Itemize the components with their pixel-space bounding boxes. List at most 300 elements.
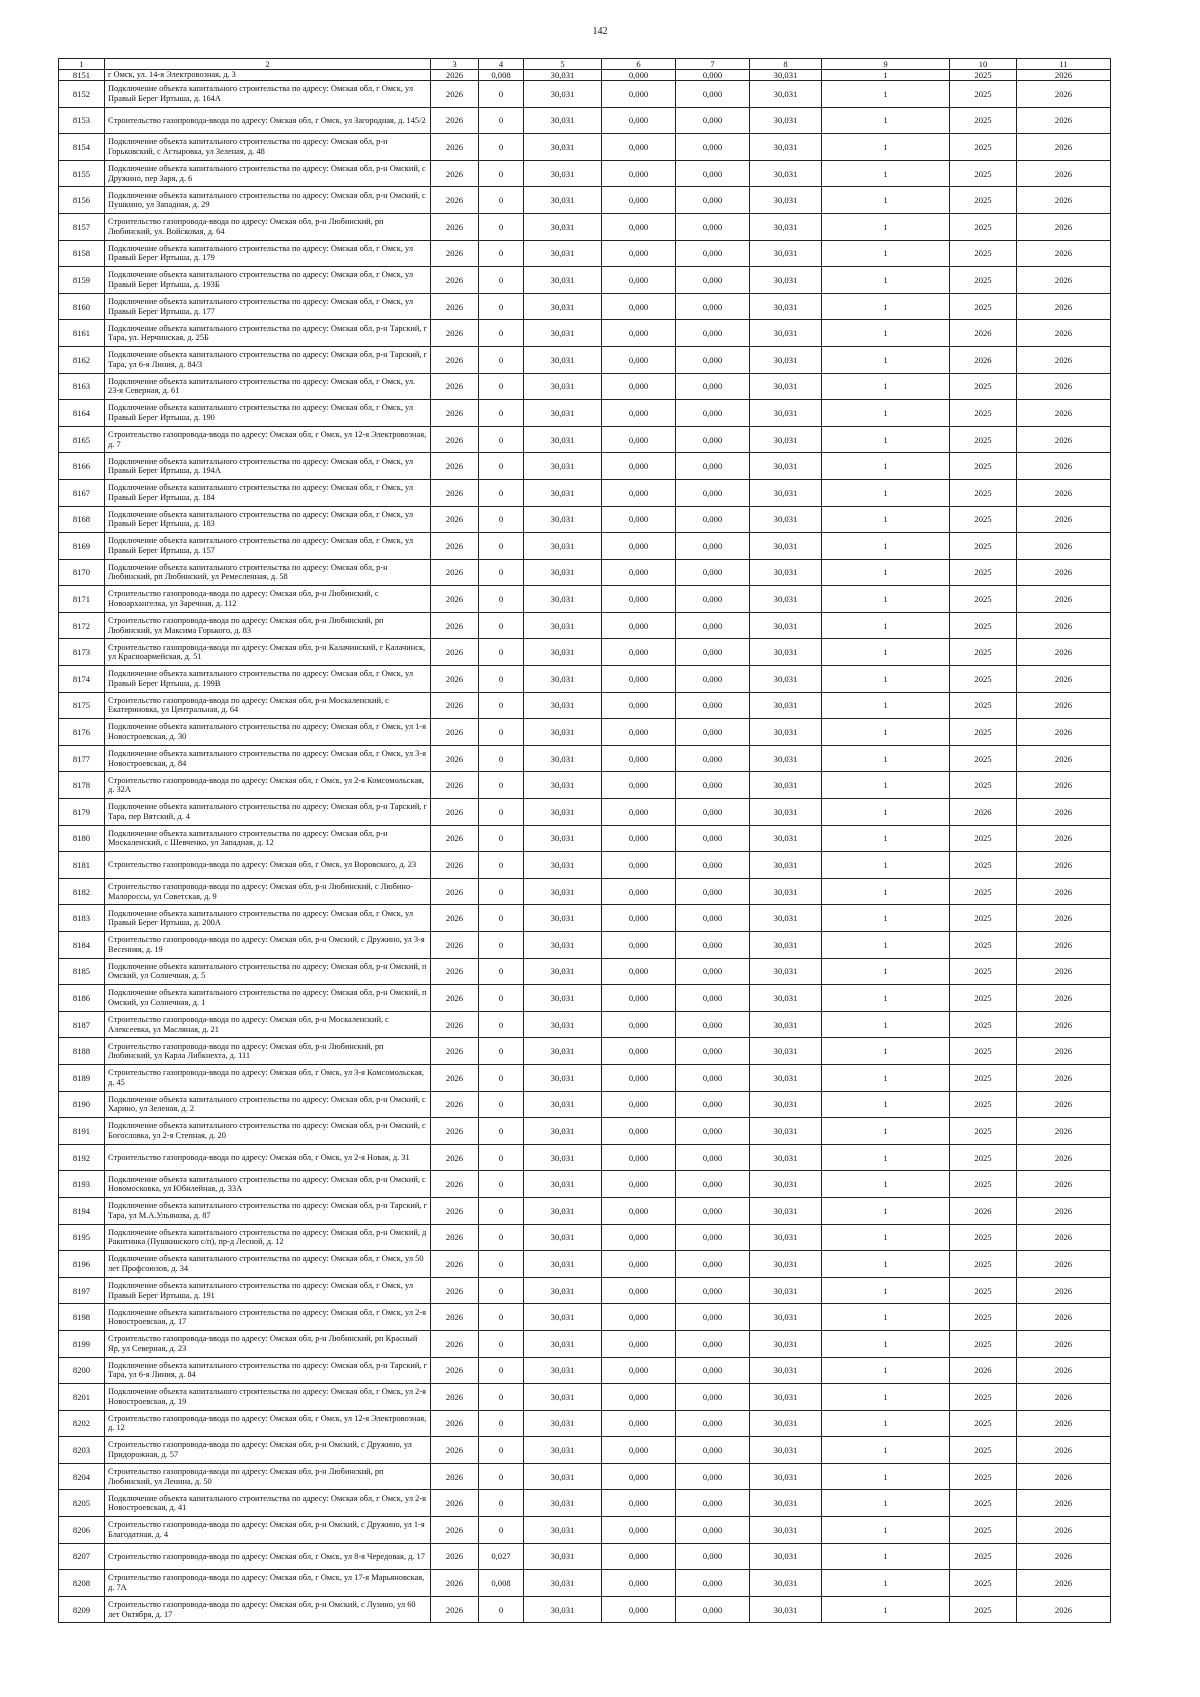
table-cell: 0,000 (676, 1437, 750, 1464)
table-cell: 0,000 (602, 932, 676, 959)
table-cell: 1 (822, 1144, 950, 1171)
table-cell: 0,000 (602, 70, 676, 81)
table-cell: 0,000 (676, 1251, 750, 1278)
table-cell: 30,031 (524, 1437, 602, 1464)
description-cell: Подключение объекта капитального строительства по адресу: Омская обл, г Омск, ул Правый Берег Иртыша, д. 179 (105, 240, 431, 267)
table-cell: 0,000 (676, 187, 750, 214)
table-cell: 2025 (950, 1038, 1017, 1065)
table-cell: 0 (479, 1410, 524, 1437)
description-cell: Строительство газопровода-ввода по адресу: Омская обл, р-н Любинский, рп Красный Яр, ул Северная, д. 23 (105, 1330, 431, 1357)
table-cell: 30,031 (524, 825, 602, 852)
table-cell: 8197 (59, 1277, 105, 1304)
table-cell: 1 (822, 772, 950, 799)
table-cell: 2025 (950, 639, 1017, 666)
table-cell: 0,000 (602, 1277, 676, 1304)
table-cell: 30,031 (524, 240, 602, 267)
table-cell: 2026 (1017, 479, 1111, 506)
table-cell: 30,031 (750, 213, 822, 240)
table-row (59, 70, 1111, 81)
table-cell: 2026 (431, 1437, 479, 1464)
table-cell: 0,000 (602, 506, 676, 533)
table-cell: 1 (822, 666, 950, 693)
description-cell: Строительство газопровода-ввода по адресу: Омская обл, г Омск, ул 12-я Электровозная, д. 12 (105, 1410, 431, 1437)
table-cell: 30,031 (524, 1171, 602, 1198)
table-cell: 0,000 (602, 1038, 676, 1065)
table-cell: 1 (822, 1570, 950, 1597)
table-cell: 0 (479, 1596, 524, 1623)
table-cell: 2025 (950, 70, 1017, 81)
table-cell: 1 (822, 586, 950, 613)
table-cell: 0 (479, 240, 524, 267)
table-cell: 30,031 (524, 267, 602, 294)
table-cell: 8176 (59, 719, 105, 746)
table-cell: 1 (822, 160, 950, 187)
table-cell: 30,031 (750, 692, 822, 719)
table-cell: 8198 (59, 1304, 105, 1331)
table-row (59, 985, 1111, 1012)
description-cell: Строительство газопровода-ввода по адресу: Омская обл, г Омск, ул Воровского, д. 23 (105, 852, 431, 879)
table-cell: 2026 (431, 1543, 479, 1570)
table-cell: 1 (822, 533, 950, 560)
table-cell: 0 (479, 666, 524, 693)
table-cell: 2026 (431, 134, 479, 161)
table-cell: 30,031 (524, 1517, 602, 1544)
table-cell: 0 (479, 745, 524, 772)
table-cell: 8180 (59, 825, 105, 852)
table-cell: 0,000 (676, 1277, 750, 1304)
description-cell: Подключение объекта капитального строительства по адресу: Омская обл, р-н Омский, п Омский, ул Солнечная, д. 1 (105, 985, 431, 1012)
table-cell: 2026 (1017, 1437, 1111, 1464)
table-cell: 1 (822, 453, 950, 480)
table-cell: 30,031 (750, 453, 822, 480)
table-cell: 30,031 (524, 639, 602, 666)
table-cell: 0,000 (602, 346, 676, 373)
description-cell: Подключение объекта капитального строительства по адресу: Омская обл, г Омск, ул Правый Берег Иртыша, д. 157 (105, 533, 431, 560)
table-cell: 2025 (950, 1410, 1017, 1437)
table-cell: 2026 (431, 1011, 479, 1038)
table-cell: 2025 (950, 240, 1017, 267)
table-cell: 0 (479, 985, 524, 1012)
table-cell: 2025 (950, 1463, 1017, 1490)
table-row (59, 107, 1111, 134)
table-cell: 0,000 (602, 240, 676, 267)
table-cell: 30,031 (750, 1517, 822, 1544)
table-cell: 2026 (1017, 985, 1111, 1012)
table-cell: 0,000 (602, 1171, 676, 1198)
table-cell: 0,008 (479, 1570, 524, 1597)
table-cell: 30,031 (524, 107, 602, 134)
table-cell: 1 (822, 985, 950, 1012)
table-row (59, 852, 1111, 879)
table-cell: 30,031 (750, 70, 822, 81)
table-cell: 2026 (1017, 240, 1111, 267)
table-cell: 0 (479, 772, 524, 799)
table-cell: 0,000 (676, 213, 750, 240)
table-cell: 0 (479, 1357, 524, 1384)
table-cell: 2026 (431, 1171, 479, 1198)
table-cell: 0,027 (479, 1543, 524, 1570)
table-cell: 30,031 (750, 1463, 822, 1490)
table-cell: 0 (479, 373, 524, 400)
table-cell: 8155 (59, 160, 105, 187)
description-cell: Строительство газопровода-ввода по адресу: Омская обл, г Омск, ул 17-я Марьяновская, д. 7А (105, 1570, 431, 1597)
table-cell: 30,031 (524, 905, 602, 932)
table-cell: 30,031 (524, 666, 602, 693)
table-cell: 8170 (59, 559, 105, 586)
table-cell: 2026 (1017, 1251, 1111, 1278)
table-cell: 2026 (431, 1118, 479, 1145)
table-cell: 30,031 (750, 958, 822, 985)
table-cell: 2026 (431, 346, 479, 373)
table-cell: 1 (822, 240, 950, 267)
description-cell: Строительство газопровода-ввода по адресу: Омская обл, р-н Калачинский, г Калачинск, ул Красноармейская, д. 51 (105, 639, 431, 666)
table-cell: 1 (822, 745, 950, 772)
table-cell: 30,031 (750, 639, 822, 666)
table-cell: 0,000 (602, 1570, 676, 1597)
table-cell: 0,000 (602, 586, 676, 613)
table-cell: 0,000 (676, 586, 750, 613)
table-cell: 0,000 (676, 612, 750, 639)
table-cell: 0 (479, 267, 524, 294)
table-cell: 1 (822, 958, 950, 985)
table-cell: 0,000 (602, 1463, 676, 1490)
table-cell: 2026 (1017, 373, 1111, 400)
table-cell: 0 (479, 1197, 524, 1224)
description-cell: Подключение объекта капитального строительства по адресу: Омская обл, р-н Омский, с Пушкино, ул Западная, д. 29 (105, 187, 431, 214)
table-cell: 2026 (1017, 719, 1111, 746)
table-row (59, 586, 1111, 613)
table-row (59, 346, 1111, 373)
description-cell: Строительство газопровода-ввода по адресу: Омская обл, г Омск, ул 8-я Чередовая, д. 17 (105, 1543, 431, 1570)
description-cell: Подключение объекта капитального строительства по адресу: Омская обл, г Омск, ул 2-я Новостроевская, д. 41 (105, 1490, 431, 1517)
table-cell: 2026 (431, 187, 479, 214)
table-cell: 2026 (431, 107, 479, 134)
table-cell: 2026 (431, 426, 479, 453)
table-cell: 30,031 (750, 1144, 822, 1171)
table-cell: 2026 (1017, 1224, 1111, 1251)
table-cell: 1 (822, 1384, 950, 1411)
table-cell: 2026 (431, 293, 479, 320)
description-cell: г Омск, ул. 14-я Электровозная, д. 3 (105, 70, 431, 81)
table-cell: 0,000 (676, 825, 750, 852)
table-cell: 0 (479, 1224, 524, 1251)
table-cell: 0,000 (602, 1490, 676, 1517)
table-cell: 0,000 (602, 666, 676, 693)
table-cell: 30,031 (524, 1011, 602, 1038)
table-cell: 8157 (59, 213, 105, 240)
table-cell: 8200 (59, 1357, 105, 1384)
description-cell: Подключение объекта капитального строительства по адресу: Омская обл, р-н Горьковский, с Астыровка, ул Зеленая, д. 48 (105, 134, 431, 161)
table-cell: 1 (822, 1224, 950, 1251)
table-cell: 2025 (950, 267, 1017, 294)
table-cell: 30,031 (524, 1304, 602, 1331)
table-cell: 0,000 (676, 1543, 750, 1570)
table-cell: 30,031 (750, 134, 822, 161)
description-cell: Подключение объекта капитального строительства по адресу: Омская обл, г Омск, ул Правый Берег Иртыша, д. 193Б (105, 267, 431, 294)
description-cell: Строительство газопровода-ввода по адресу: Омская обл, р-н Москаленский, с Екатериновка, ул Центральная, д. 64 (105, 692, 431, 719)
table-cell: 1 (822, 479, 950, 506)
table-row (59, 1011, 1111, 1038)
table-cell: 30,031 (750, 320, 822, 347)
table-cell: 8186 (59, 985, 105, 1012)
table-cell: 0,000 (676, 1490, 750, 1517)
table-row (59, 1543, 1111, 1570)
table-cell: 2026 (1017, 1091, 1111, 1118)
table-cell: 0,000 (602, 1011, 676, 1038)
table-cell: 2025 (950, 1490, 1017, 1517)
table-cell: 8184 (59, 932, 105, 959)
table-cell: 30,031 (524, 1596, 602, 1623)
table-cell: 8206 (59, 1517, 105, 1544)
table-cell: 0,000 (676, 878, 750, 905)
table-cell: 2026 (950, 346, 1017, 373)
table-cell: 30,031 (750, 1490, 822, 1517)
table-cell: 0,000 (676, 346, 750, 373)
table-cell: 2025 (950, 400, 1017, 427)
table-cell: 2025 (950, 1596, 1017, 1623)
table-cell: 0,000 (676, 426, 750, 453)
table-cell: 1 (822, 1304, 950, 1331)
table-cell: 2025 (950, 1171, 1017, 1198)
table-cell: 0 (479, 1490, 524, 1517)
table-cell: 2026 (431, 1410, 479, 1437)
table-cell: 30,031 (750, 612, 822, 639)
table-cell: 0,000 (602, 1144, 676, 1171)
table-cell: 30,031 (524, 400, 602, 427)
table-cell: 2025 (950, 453, 1017, 480)
table-cell: 0,000 (602, 1357, 676, 1384)
table-cell: 2026 (431, 1596, 479, 1623)
table-cell: 0,000 (602, 293, 676, 320)
description-cell: Подключение объекта капитального строительства по адресу: Омская обл, р-н Тарский, г Тара, пер Вятский, д. 4 (105, 799, 431, 826)
table-cell: 0,000 (602, 612, 676, 639)
table-cell: 30,031 (750, 1251, 822, 1278)
table-cell: 0,000 (676, 1517, 750, 1544)
table-cell: 0,000 (676, 719, 750, 746)
table-cell: 2026 (431, 453, 479, 480)
table-cell: 1 (822, 1251, 950, 1278)
table-cell: 0,000 (676, 400, 750, 427)
table-row (59, 1463, 1111, 1490)
table-cell: 30,031 (524, 1091, 602, 1118)
table-cell: 2026 (431, 719, 479, 746)
table-cell: 2026 (1017, 320, 1111, 347)
description-cell: Подключение объекта капитального строительства по адресу: Омская обл, г Омск, ул 1-я Новостроевская, д. 30 (105, 719, 431, 746)
table-cell: 0,000 (602, 1596, 676, 1623)
table-cell: 30,031 (750, 1330, 822, 1357)
table-cell: 30,031 (750, 1224, 822, 1251)
table-cell: 0,000 (602, 1197, 676, 1224)
table-cell: 1 (822, 878, 950, 905)
table-row (59, 81, 1111, 108)
table-cell: 2026 (1017, 1463, 1111, 1490)
column-header: 1 (59, 59, 105, 70)
table-cell: 0 (479, 81, 524, 108)
description-cell: Подключение объекта капитального строительства по адресу: Омская обл, г Омск, ул Правый Берег Иртыша, д. 194А (105, 453, 431, 480)
table-cell: 2026 (431, 1330, 479, 1357)
table-cell: 2025 (950, 1384, 1017, 1411)
table-cell: 2025 (950, 745, 1017, 772)
table-cell: 30,031 (524, 70, 602, 81)
table-cell: 1 (822, 70, 950, 81)
description-cell: Строительство газопровода-ввода по адресу: Омская обл, р-н Омский, с Лузино, ул 60 лет Октября, д. 17 (105, 1596, 431, 1623)
table-cell: 0,000 (602, 745, 676, 772)
description-cell: Подключение объекта капитального строительства по адресу: Омская обл, р-н Омский, с Дружино, пер Заря, д. 6 (105, 160, 431, 187)
table-cell: 1 (822, 1463, 950, 1490)
table-cell: 0 (479, 346, 524, 373)
table-cell: 0 (479, 160, 524, 187)
table-cell: 1 (822, 1596, 950, 1623)
table-cell: 0,000 (676, 134, 750, 161)
table-cell: 0,000 (676, 772, 750, 799)
table-cell: 2026 (431, 852, 479, 879)
table-cell: 30,031 (750, 1304, 822, 1331)
table-cell: 0 (479, 187, 524, 214)
table-row (59, 666, 1111, 693)
table-cell: 0 (479, 506, 524, 533)
description-cell: Строительство газопровода-ввода по адресу: Омская обл, г Омск, ул 2-я Комсомольская, д. 32А (105, 772, 431, 799)
table-row (59, 612, 1111, 639)
table-cell: 8159 (59, 267, 105, 294)
table-cell: 2026 (1017, 81, 1111, 108)
table-cell: 30,031 (750, 1171, 822, 1198)
table-cell: 30,031 (524, 213, 602, 240)
table-cell: 2026 (431, 958, 479, 985)
description-cell: Строительство газопровода-ввода по адресу: Омская обл, р-н Любинский, с Любино-Малороссы, ул Советская, д. 9 (105, 878, 431, 905)
table-cell: 30,031 (524, 533, 602, 560)
table-cell: 8202 (59, 1410, 105, 1437)
table-cell: 8190 (59, 1091, 105, 1118)
table-cell: 0,000 (676, 745, 750, 772)
table-cell: 2026 (431, 639, 479, 666)
table-row (59, 1091, 1111, 1118)
table-cell: 2025 (950, 559, 1017, 586)
table-cell: 30,031 (524, 586, 602, 613)
table-cell: 0 (479, 1277, 524, 1304)
table-cell: 1 (822, 825, 950, 852)
table-cell: 2026 (431, 533, 479, 560)
table-cell: 1 (822, 1357, 950, 1384)
table-cell: 0,000 (676, 1570, 750, 1597)
table-cell: 0,000 (602, 1543, 676, 1570)
table-cell: 1 (822, 1437, 950, 1464)
table-cell: 30,031 (524, 1224, 602, 1251)
table-cell: 1 (822, 559, 950, 586)
table-row (59, 1570, 1111, 1597)
table-cell: 0 (479, 400, 524, 427)
table-row (59, 187, 1111, 214)
table-row (59, 293, 1111, 320)
table-cell: 1 (822, 107, 950, 134)
table-cell: 30,031 (750, 1118, 822, 1145)
table-cell: 1 (822, 1171, 950, 1198)
table-cell: 0,000 (602, 81, 676, 108)
table-cell: 8199 (59, 1330, 105, 1357)
table-cell: 0,000 (602, 213, 676, 240)
table-cell: 0,000 (676, 81, 750, 108)
table-cell: 2026 (1017, 1384, 1111, 1411)
table-cell: 2025 (950, 426, 1017, 453)
table-cell: 2026 (1017, 453, 1111, 480)
table-cell: 0,000 (602, 479, 676, 506)
table-cell: 0 (479, 612, 524, 639)
table-cell: 30,031 (524, 1570, 602, 1597)
table-row (59, 1330, 1111, 1357)
table-cell: 2026 (1017, 533, 1111, 560)
table-cell: 0 (479, 453, 524, 480)
table-cell: 2026 (431, 1384, 479, 1411)
table-cell: 0 (479, 107, 524, 134)
table-row (59, 1596, 1111, 1623)
table-cell: 2026 (431, 772, 479, 799)
table-cell: 2026 (1017, 1011, 1111, 1038)
table-cell: 0 (479, 1463, 524, 1490)
table-cell: 2025 (950, 825, 1017, 852)
description-cell: Подключение объекта капитального строительства по адресу: Омская обл, р-н Омский, с Харино, ул Зеленая, д. 2 (105, 1091, 431, 1118)
table-cell: 2026 (1017, 745, 1111, 772)
table-cell: 30,031 (750, 666, 822, 693)
table-row (59, 426, 1111, 453)
table-cell: 2026 (431, 586, 479, 613)
table-cell: 1 (822, 1118, 950, 1145)
table-cell: 30,031 (524, 1410, 602, 1437)
table-cell: 2026 (431, 1490, 479, 1517)
table-cell: 2026 (1017, 1197, 1111, 1224)
table-cell: 8196 (59, 1251, 105, 1278)
table-cell: 30,031 (750, 1596, 822, 1623)
table-cell: 1 (822, 612, 950, 639)
table-cell: 1 (822, 1197, 950, 1224)
table-cell: 0,000 (676, 1197, 750, 1224)
table-cell: 2026 (1017, 187, 1111, 214)
table-cell: 0 (479, 1437, 524, 1464)
table-cell: 0 (479, 479, 524, 506)
table-cell: 0,000 (602, 1517, 676, 1544)
table-cell: 8192 (59, 1144, 105, 1171)
table-cell: 8182 (59, 878, 105, 905)
table-cell: 2026 (1017, 932, 1111, 959)
table-cell: 30,031 (524, 346, 602, 373)
table-cell: 2026 (431, 1251, 479, 1278)
description-cell: Подключение объекта капитального строительства по адресу: Омская обл, г Омск, ул Правый Берег Иртыша, д. 200А (105, 905, 431, 932)
table-cell: 0,000 (676, 1410, 750, 1437)
table-cell: 30,031 (750, 1064, 822, 1091)
description-cell: Подключение объекта капитального строительства по адресу: Омская обл, р-н Омский, с Новомосковка, ул Юбилейная, д. 33А (105, 1171, 431, 1198)
table-cell: 1 (822, 799, 950, 826)
table-cell: 2025 (950, 1330, 1017, 1357)
table-cell: 2026 (1017, 1410, 1111, 1437)
table-cell: 0,000 (676, 905, 750, 932)
table-cell: 0,000 (676, 479, 750, 506)
table-cell: 2025 (950, 905, 1017, 932)
table-cell: 2026 (1017, 1543, 1111, 1570)
table-cell: 0,000 (602, 426, 676, 453)
description-cell: Строительство газопровода-ввода по адресу: Омская обл, г Омск, ул 12-я Электровозная, д. 7 (105, 426, 431, 453)
table-row (59, 320, 1111, 347)
table-cell: 0 (479, 1517, 524, 1544)
table-row (59, 1437, 1111, 1464)
table-cell: 30,031 (750, 1197, 822, 1224)
table-cell: 0,000 (602, 1251, 676, 1278)
description-cell: Строительство газопровода-ввода по адресу: Омская обл, р-н Любинский, рп Любинский, ул Ленина, д. 50 (105, 1463, 431, 1490)
description-cell: Строительство газопровода-ввода по адресу: Омская обл, р-н Любинский, рп Любинский, ул Максима Горького, д. 83 (105, 612, 431, 639)
table-cell: 2026 (431, 799, 479, 826)
table-cell: 2026 (1017, 1038, 1111, 1065)
table-cell: 2025 (950, 852, 1017, 879)
table-cell: 0,000 (676, 293, 750, 320)
description-cell: Подключение объекта капитального строительства по адресу: Омская обл, г Омск, ул Правый Берег Иртыша, д. 190 (105, 400, 431, 427)
column-header: 4 (479, 59, 524, 70)
